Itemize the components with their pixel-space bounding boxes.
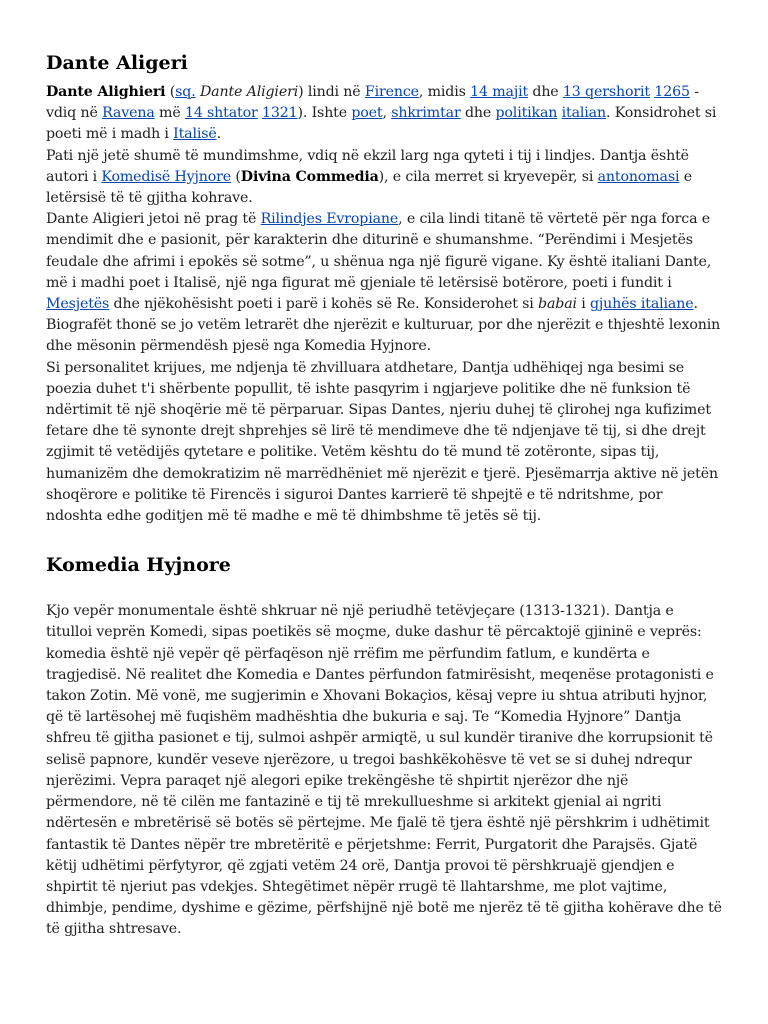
text: dhe bbox=[460, 105, 496, 122]
link-komedise-hyjnore[interactable]: Komedisë Hyjnore bbox=[101, 168, 232, 185]
link-italian[interactable]: italian bbox=[561, 105, 606, 122]
text: . Konsidrohet si poeti më i madh i bbox=[46, 105, 717, 143]
text: , bbox=[382, 105, 392, 122]
text: ). Ishte bbox=[297, 105, 352, 122]
text: dhe bbox=[528, 84, 563, 100]
text: ), e cila merret si kryevepër, si bbox=[378, 168, 598, 185]
text: . bbox=[216, 126, 222, 143]
life-paragraph bbox=[46, 146, 722, 210]
text: . Biografët thonë se jo vetëm letrarët dhe njerëzit e kulturuar, por dhe njerëzit e thjeshtë lexonin dhe mësonin përmendësh pjesë nga Komedia Hyjnore. bbox=[46, 296, 721, 355]
link-shkrimtar[interactable]: shkrimtar bbox=[391, 105, 461, 122]
link-gjuhes-italiane[interactable]: gjuhës italiane bbox=[590, 296, 694, 313]
text: ( bbox=[165, 84, 176, 100]
text: Dante Aligieri jetoi në prag të bbox=[46, 211, 261, 228]
komedia-paragraph: Kjo vepër monumentale është shkruar në një periudhë tetëvjeçare (1313-1321). Dantja e titulloi veprën Komedi, sipas poetikës së moçme, duke dashur të përcaktojë gjininë e veprës: komedia është një vepër që përfaqëson një rrëfim me përfundim fatlum, e kundërta e tragjedisë. Në realitet dhe Komedia e Dantes përfundon fatmirësisht, meqenëse protagonisti e takon Zotin. Më vonë, me sugjerimin e Xhovani Bokaçios, kësaj vepre iu shtua atributi hyjnor, që të lartësohej më fuqishëm madhështia dhe bukuria e saj. Te “Komedia Hyjnore” Dantja shfreu të gjitha pasionet e tij, sulmoi ashpër armiqtë, u sul kundër tiranive dhe korrupsionit të selisë papnore, kundër veseve njerëzore, u tregoi bashkëkohësve të vet se si duhej ndrequr njerëzimi. Vepra paraqet një alegori epike trekëngëshe të shpirtit njerëzor dhe një përmendore, në të cilën me fantazinë e tij të mrekullueshme si arkitekt gjenial ai ngriti ndërtesën e mbretërisë së botës së përtejme. Me fjalë të tjera është një përshkrim i udhëtimit fantastik të Dantes nëpër tre mbretëritë e përjetshme: Ferrit, Purgatorit dhe Parajsës. Gjatë këtij udhëtimi përfytyror, që zgjati vetëm 24 orë, Dantja provoi të përshkruajë gjendjen e shpirtit të njeriut pas vdekjes. Shtegëtimet nëpër rrugë të llahtarshme, me plot vajtime, dhimbje, pendime, dyshime e gëzime, përfshijnë një botë me njerëz të të gjitha kohërave dhe të të gjitha shtresave. bbox=[46, 603, 722, 938]
link-1321[interactable]: 1321 bbox=[261, 105, 298, 122]
text: , e cila lindi titanë të vërtetë për nga forca e mendimit dhe e pasionit, për karakterin dhe diturinë e shumanshme. “Perëndimi i Mesjetës feudale dhe afrimi i epokës së sotme”, u shënua nga një figurë vigane. Ky është italiani Dante, më i madhi poet i Italisë, një nga figurat më gjeniale të letërsisë botërore, poeti i fundit i bbox=[46, 211, 712, 291]
link-sq[interactable]: sq. bbox=[175, 84, 196, 100]
link-rilindjes-evropiane[interactable]: Rilindjes Evropiane bbox=[260, 211, 399, 228]
link-14-majit[interactable]: 14 majit bbox=[470, 84, 529, 100]
text: dhe njëkohësisht poeti i parë i kohës së Re. Konsiderohet si bbox=[109, 296, 539, 313]
section-title-komedia-hyjnore: Komedia Hyjnore bbox=[46, 554, 231, 577]
link-politikan[interactable]: politikan bbox=[495, 105, 558, 122]
link-1265[interactable]: 1265 bbox=[654, 84, 690, 100]
text: i bbox=[576, 296, 590, 313]
text: Pati një jetë shumë të mundimshme, vdiq në ekzil larg nga qyteti i tij i lindjes. Dantja është autori i bbox=[46, 147, 689, 185]
text: më bbox=[154, 105, 185, 122]
text: , midis bbox=[418, 84, 471, 100]
renaissance-paragraph bbox=[46, 209, 722, 357]
intro-paragraph bbox=[46, 82, 722, 146]
text: e letërsisë të të gjitha kohrave. bbox=[46, 168, 692, 207]
link-italise[interactable]: Italisë bbox=[173, 126, 217, 143]
link-antonomasi[interactable]: antonomasi bbox=[597, 168, 680, 185]
link-firence[interactable]: Firence bbox=[364, 84, 419, 100]
link-poet[interactable]: poet bbox=[351, 105, 383, 122]
link-14-shtator[interactable]: 14 shtator bbox=[184, 105, 258, 122]
text: ( bbox=[231, 168, 241, 185]
bold-divina-commedia: Divina Commedia bbox=[240, 168, 379, 185]
text: ) lindi në bbox=[298, 84, 365, 100]
link-13-qershorit[interactable]: 13 qershorit bbox=[562, 84, 650, 100]
section-title-dante-aligeri: Dante Aligeri bbox=[46, 52, 188, 74]
italic-babai: babai bbox=[538, 296, 577, 313]
bold-name: Dante Alighieri bbox=[46, 84, 166, 100]
personality-paragraph: Si personalitet krijues, me ndjenja të zhvilluara atdhetare, Dantja udhëhiqej nga besimi se poezia duhet t'i shërbente popullit, të ishte pasqyrim i ngjarjeve politike dhe në funksion të ndërtimit të një shoqërie më të përparuar. Sipas Dantes, njeriu duhej të çlirohej nga kufizimet fetare dhe të synonte drejt shprehjes së lirë të mendimeve dhe të ndjenjave të tij, si dhe drejt zgjimit të vetëdijës qytetare e politike. Vetëm kështu do të mund të zotëronte, sipas tij, humanizëm dhe demokratizim në marrëdhëniet më njerëzit e tjerë. Pjesëmarrja aktive në jetën shoqërore e politike të Firencës i siguroi Dantes karrierë të shpejtë e të ndritshme, por ndoshta edhe goditjen më të madhe e më të dhimbshme të jetës së tij. bbox=[46, 359, 718, 525]
link-ravena[interactable]: Ravena bbox=[102, 105, 155, 122]
italic-name: Dante Aligieri bbox=[199, 84, 299, 100]
text: - vdiq në bbox=[46, 84, 699, 122]
link-mesjetes[interactable]: Mesjetës bbox=[46, 296, 110, 313]
